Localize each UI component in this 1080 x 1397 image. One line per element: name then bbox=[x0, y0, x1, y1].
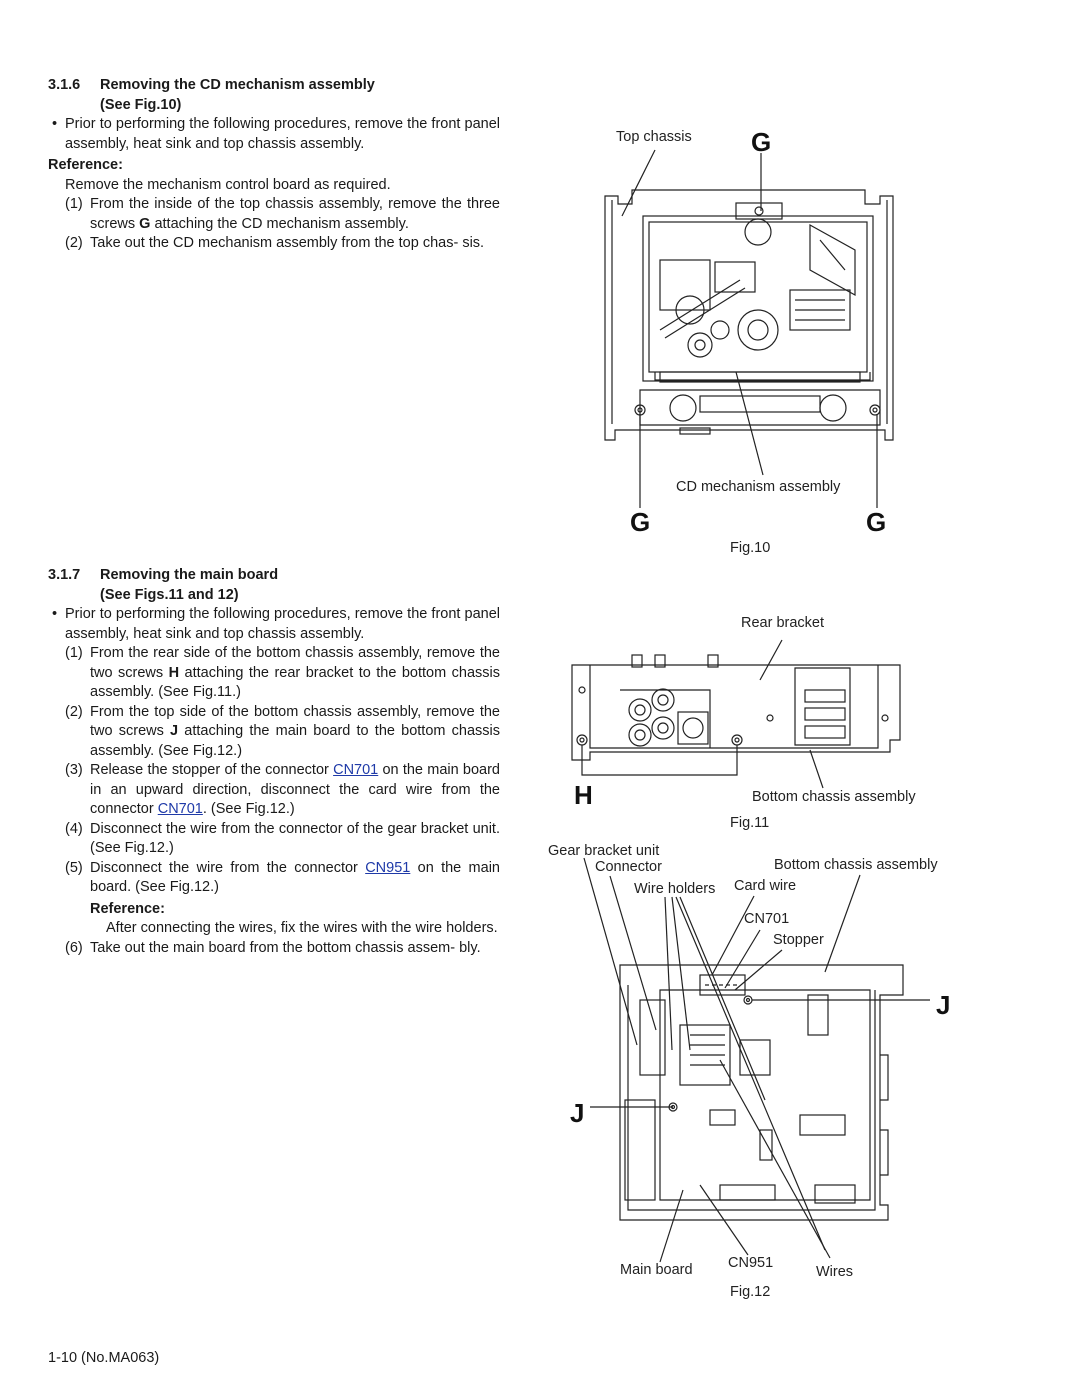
step-4: (4) Disconnect the wire from the connector of the gear bracket unit. (See Fig.12.) bbox=[65, 820, 500, 856]
fig10-drawing bbox=[605, 150, 893, 508]
fig12-gear-bracket-label: Gear bracket unit bbox=[548, 843, 660, 859]
fig12-stopper-label: Stopper bbox=[773, 932, 824, 948]
reference-text: Remove the mechanism control board as required. bbox=[65, 176, 391, 193]
fig12-caption: Fig.12 bbox=[730, 1284, 771, 1300]
fig10-top-chassis-label: Top chassis bbox=[616, 129, 692, 145]
cn951-link[interactable]: CN951 bbox=[365, 859, 411, 876]
fig12-card-wire-label: Card wire bbox=[734, 878, 797, 894]
step-2: (2) From the top side of the bottom chassis assembly, remove the two screws J attaching the main board to the bottom chassis assembly. (See Fig.12.) bbox=[65, 703, 500, 759]
step-3: (3) Release the stopper of the connector CN701 on the main board in an upward direction, disconnect the card wire from the connector CN701. (See Fig.12.) bbox=[65, 762, 500, 817]
fig11-caption: Fig.11 bbox=[730, 815, 770, 831]
fig12-wire-holders-label: Wire holders bbox=[634, 881, 716, 897]
fig10-g-marker: G bbox=[751, 127, 772, 157]
reference-label: Reference: bbox=[90, 900, 165, 917]
reference-label: Reference: bbox=[48, 157, 123, 173]
page-footer: 1-10 (No.MA063) bbox=[48, 1350, 160, 1366]
step-1: (1) From the inside of the top chassis assembly, remove the three screws G attaching the CD mechanism assembly. bbox=[65, 196, 500, 232]
fig11-drawing bbox=[572, 640, 900, 788]
step-2: (2) Take out the CD mechanism assembly from the top chas- sis. bbox=[65, 235, 485, 251]
step-6: (6) Take out the main board from the bottom chassis assem- bly. bbox=[65, 939, 481, 956]
fig11-h-marker: H bbox=[574, 780, 593, 810]
bullet-text: • Prior to performing the following procedures, remove the front panel assembly, heat sink and top chassis assembly. bbox=[48, 605, 500, 644]
reference-text: After connecting the wires, fix the wires with the wire holders. bbox=[106, 920, 498, 936]
fig12-j-marker: J bbox=[936, 990, 951, 1020]
step-1: (1) From the rear side of the bottom chassis assembly, remove the two screws H attaching the rear bracket to the bottom chassis assembly. (See Fig.11.) bbox=[65, 645, 500, 700]
bullet-text: • Prior to performing the following procedures, remove the front panel assembly, heat sink and top chassis assembly. bbox=[48, 115, 500, 154]
fig12-bottom-chassis-label: Bottom chassis assembly bbox=[774, 857, 938, 873]
fig11-rear-bracket-label: Rear bracket bbox=[741, 615, 825, 631]
fig10-g-marker: G bbox=[630, 507, 651, 537]
fig10-cd-mechanism-label: CD mechanism assembly bbox=[676, 479, 841, 495]
fig12-cn951-label: CN951 bbox=[728, 1255, 774, 1271]
step-5: (5) Disconnect the wire from the connector CN951 on the main board. (See Fig.12.) bbox=[65, 859, 500, 895]
cn701-link[interactable]: CN701 bbox=[333, 762, 379, 778]
fig10-g-marker: G bbox=[866, 507, 887, 537]
fig11-bottom-chassis-label: Bottom chassis assembly bbox=[752, 789, 916, 805]
fig12-wires-label: Wires bbox=[816, 1264, 854, 1280]
section-heading: 3.1.6 Removing the CD mechanism assembly (See Fig.10) bbox=[48, 77, 375, 113]
fig10-caption: Fig.10 bbox=[730, 540, 771, 556]
fig12-main-board-label: Main board bbox=[620, 1262, 693, 1278]
section-heading: 3.1.7 Removing the main board (See Figs.11 and 12) bbox=[48, 567, 279, 603]
fig12-j-marker: J bbox=[570, 1098, 585, 1128]
cn701-link[interactable]: CN701 bbox=[157, 801, 203, 817]
fig12-cn701-label: CN701 bbox=[744, 911, 790, 927]
fig12-connector-label: Connector bbox=[595, 859, 662, 875]
